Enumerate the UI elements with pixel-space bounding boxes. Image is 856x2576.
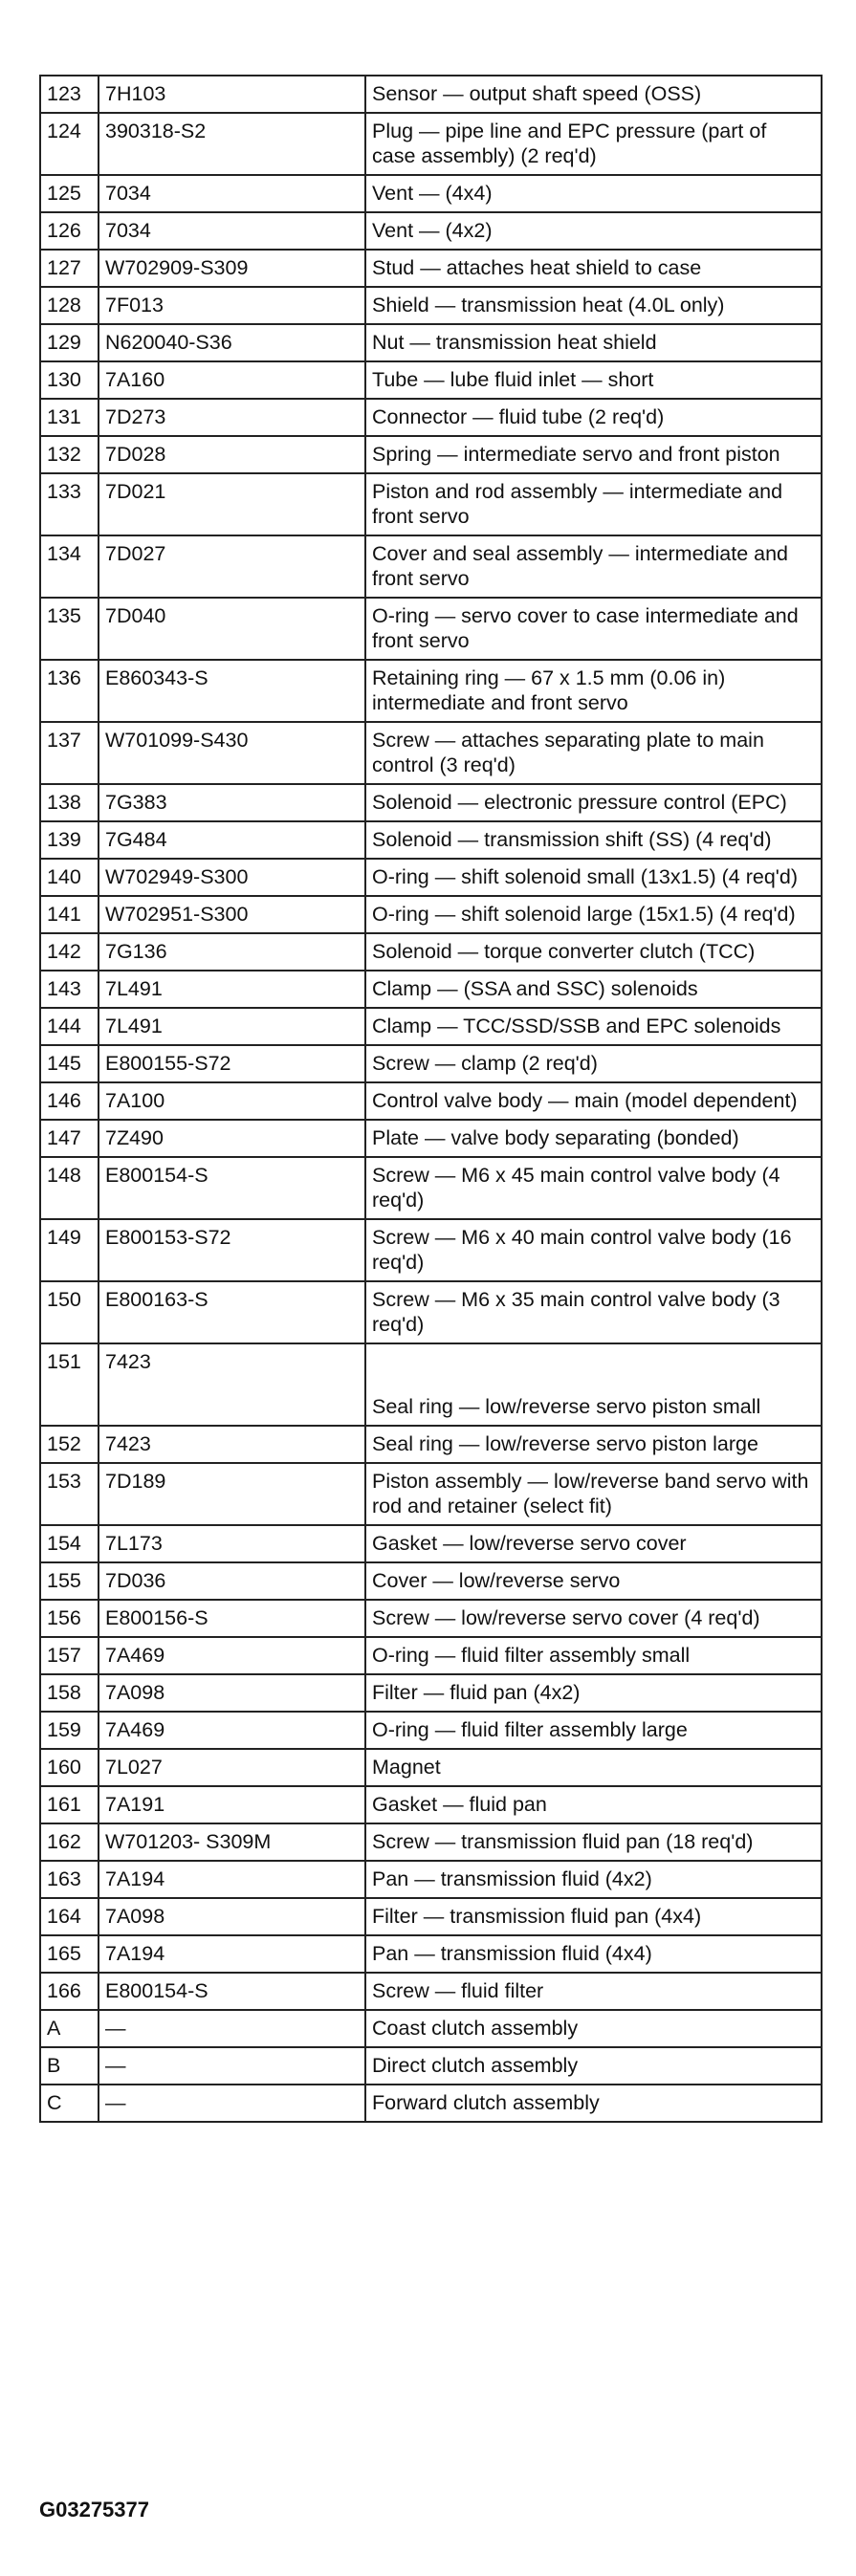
ref-cell: 150 [40,1281,99,1343]
part-number-cell: E800155-S72 [99,1045,365,1082]
ref-cell: A [40,2010,99,2047]
ref-cell: 159 [40,1712,99,1749]
description-cell: Shield — transmission heat (4.0L only) [365,287,822,324]
description-cell: Tube — lube fluid inlet — short [365,361,822,399]
ref-cell: 153 [40,1463,99,1525]
description-cell: Solenoid — transmission shift (SS) (4 req'd) [365,821,822,859]
table-row [40,361,822,399]
description-cell: Connector — fluid tube (2 req'd) [365,399,822,436]
ref-cell: B [40,2047,99,2085]
part-number-cell: W702951-S300 [99,896,365,933]
table-row [40,113,822,175]
ref-cell: 142 [40,933,99,971]
description-cell: Solenoid — electronic pressure control (EPC) [365,784,822,821]
ref-cell: 156 [40,1600,99,1637]
part-number-cell: 7F013 [99,287,365,324]
description-cell: Filter — transmission fluid pan (4x4) [365,1898,822,1935]
part-number-cell: 7L027 [99,1749,365,1786]
part-number-cell: W702909-S309 [99,250,365,287]
description-cell: Screw — clamp (2 req'd) [365,1045,822,1082]
description-cell: Solenoid — torque converter clutch (TCC) [365,933,822,971]
ref-cell: 125 [40,175,99,212]
part-number-cell: N620040-S36 [99,324,365,361]
table-row [40,250,822,287]
description-cell: Forward clutch assembly [365,2085,822,2122]
ref-cell: C [40,2085,99,2122]
part-number-cell: 7D040 [99,598,365,660]
part-number-cell: 7A194 [99,1935,365,1973]
table-row [40,859,822,896]
ref-cell: 164 [40,1898,99,1935]
part-number-cell: E800156-S [99,1600,365,1637]
description-cell: Screw — low/reverse servo cover (4 req'd) [365,1600,822,1637]
table-row [40,1343,822,1426]
ref-cell: 128 [40,287,99,324]
table-row [40,1600,822,1637]
description-cell: Filter — fluid pan (4x2) [365,1674,822,1712]
table-row [40,1749,822,1786]
table-row [40,1082,822,1120]
description-cell: Pan — transmission fluid (4x2) [365,1861,822,1898]
figure-id: G03275377 [39,2498,149,2521]
part-number-cell: 7D021 [99,473,365,535]
description-cell: Nut — transmission heat shield [365,324,822,361]
table-row [40,2010,822,2047]
table-row [40,1935,822,1973]
part-number-cell: 7G136 [99,933,365,971]
table-row [40,1786,822,1823]
part-number-cell: W701203- S309M [99,1823,365,1861]
description-cell: Cover — low/reverse servo [365,1562,822,1600]
part-number-cell: 7423 [99,1343,365,1426]
description-cell: Direct clutch assembly [365,2047,822,2085]
part-number-cell: 7A098 [99,1898,365,1935]
part-number-cell: E800153-S72 [99,1219,365,1281]
description-cell: Gasket — fluid pan [365,1786,822,1823]
description-cell: Seal ring — low/reverse servo piston small [365,1343,822,1426]
part-number-cell: W701099-S430 [99,722,365,784]
table-row [40,535,822,598]
table-row [40,1562,822,1600]
ref-cell: 162 [40,1823,99,1861]
ref-cell: 166 [40,1973,99,2010]
parts-table-body [40,76,822,2122]
ref-cell: 131 [40,399,99,436]
table-row [40,1120,822,1157]
table-row [40,821,822,859]
table-row [40,2085,822,2122]
table-row [40,1861,822,1898]
part-number-cell: E800154-S [99,1973,365,2010]
table-row [40,1008,822,1045]
description-cell: Coast clutch assembly [365,2010,822,2047]
table-row [40,933,822,971]
table-row [40,1219,822,1281]
table-row [40,473,822,535]
part-number-cell: 7034 [99,212,365,250]
part-number-cell: — [99,2010,365,2047]
part-number-cell: 7L491 [99,971,365,1008]
part-number-cell: 7A194 [99,1861,365,1898]
table-row [40,175,822,212]
description-cell: Plate — valve body separating (bonded) [365,1120,822,1157]
part-number-cell: 7D036 [99,1562,365,1600]
ref-cell: 161 [40,1786,99,1823]
part-number-cell: 7D189 [99,1463,365,1525]
part-number-cell: 7L491 [99,1008,365,1045]
part-number-cell: 7A160 [99,361,365,399]
part-number-cell: E860343-S [99,660,365,722]
ref-cell: 143 [40,971,99,1008]
ref-cell: 132 [40,436,99,473]
ref-cell: 145 [40,1045,99,1082]
ref-cell: 155 [40,1562,99,1600]
part-number-cell: W702949-S300 [99,859,365,896]
description-cell: Piston and rod assembly — intermediate and front servo [365,473,822,535]
ref-cell: 158 [40,1674,99,1712]
part-number-cell: 7423 [99,1426,365,1463]
table-row [40,1898,822,1935]
ref-cell: 141 [40,896,99,933]
table-row [40,1712,822,1749]
table-row [40,1045,822,1082]
description-cell: Clamp — TCC/SSD/SSB and EPC solenoids [365,1008,822,1045]
table-row [40,1525,822,1562]
description-cell: O-ring — fluid filter assembly large [365,1712,822,1749]
table-row [40,598,822,660]
table-row [40,212,822,250]
table-row [40,76,822,113]
part-number-cell: 7H103 [99,76,365,113]
table-row [40,971,822,1008]
ref-cell: 149 [40,1219,99,1281]
description-cell: Cover and seal assembly — intermediate and front servo [365,535,822,598]
description-cell: Control valve body — main (model dependent) [365,1082,822,1120]
ref-cell: 154 [40,1525,99,1562]
part-number-cell: 7L173 [99,1525,365,1562]
ref-cell: 127 [40,250,99,287]
part-number-cell: 7A469 [99,1712,365,1749]
ref-cell: 130 [40,361,99,399]
ref-cell: 138 [40,784,99,821]
description-cell: Pan — transmission fluid (4x4) [365,1935,822,1973]
table-row [40,1157,822,1219]
parts-table [39,75,823,2123]
description-cell: O-ring — shift solenoid small (13x1.5) (4 req'd) [365,859,822,896]
description-cell: Spring — intermediate servo and front piston [365,436,822,473]
table-row [40,722,822,784]
part-number-cell: 7G484 [99,821,365,859]
ref-cell: 137 [40,722,99,784]
ref-cell: 148 [40,1157,99,1219]
description-cell: Sensor — output shaft speed (OSS) [365,76,822,113]
ref-cell: 126 [40,212,99,250]
part-number-cell: 390318-S2 [99,113,365,175]
description-cell: O-ring — fluid filter assembly small [365,1637,822,1674]
description-cell: Vent — (4x4) [365,175,822,212]
description-cell: Screw — M6 x 35 main control valve body (3 req'd) [365,1281,822,1343]
description-cell: Vent — (4x2) [365,212,822,250]
description-cell: Stud — attaches heat shield to case [365,250,822,287]
part-number-cell: 7A191 [99,1786,365,1823]
description-cell: Gasket — low/reverse servo cover [365,1525,822,1562]
part-number-cell: 7D273 [99,399,365,436]
table-row [40,1973,822,2010]
table-row [40,784,822,821]
part-number-cell: 7A469 [99,1637,365,1674]
part-number-cell: 7Z490 [99,1120,365,1157]
ref-cell: 133 [40,473,99,535]
ref-cell: 157 [40,1637,99,1674]
description-cell: Piston assembly — low/reverse band servo with rod and retainer (select fit) [365,1463,822,1525]
description-cell: Screw — M6 x 40 main control valve body (16 req'd) [365,1219,822,1281]
ref-cell: 146 [40,1082,99,1120]
description-cell: Screw — M6 x 45 main control valve body (4 req'd) [365,1157,822,1219]
ref-cell: 160 [40,1749,99,1786]
ref-cell: 135 [40,598,99,660]
description-cell: Screw — fluid filter [365,1973,822,2010]
table-row [40,1281,822,1343]
ref-cell: 147 [40,1120,99,1157]
part-number-cell: 7D028 [99,436,365,473]
description-cell: Retaining ring — 67 x 1.5 mm (0.06 in) intermediate and front servo [365,660,822,722]
table-row [40,399,822,436]
table-row [40,1674,822,1712]
description-cell: Magnet [365,1749,822,1786]
table-row [40,660,822,722]
parts-table-container [39,75,821,2123]
table-row [40,2047,822,2085]
ref-cell: 136 [40,660,99,722]
ref-cell: 151 [40,1343,99,1426]
table-row [40,1426,822,1463]
ref-cell: 165 [40,1935,99,1973]
table-row [40,1463,822,1525]
table-row [40,896,822,933]
part-number-cell: — [99,2047,365,2085]
ref-cell: 163 [40,1861,99,1898]
table-row [40,436,822,473]
table-row [40,287,822,324]
ref-cell: 139 [40,821,99,859]
part-number-cell: 7A098 [99,1674,365,1712]
part-number-cell: 7034 [99,175,365,212]
part-number-cell: 7D027 [99,535,365,598]
part-number-cell: 7G383 [99,784,365,821]
description-cell: Clamp — (SSA and SSC) solenoids [365,971,822,1008]
ref-cell: 140 [40,859,99,896]
ref-cell: 129 [40,324,99,361]
table-row [40,1823,822,1861]
ref-cell: 152 [40,1426,99,1463]
description-cell: Screw — transmission fluid pan (18 req'd) [365,1823,822,1861]
description-cell: O-ring — shift solenoid large (15x1.5) (4 req'd) [365,896,822,933]
ref-cell: 134 [40,535,99,598]
part-number-cell: 7A100 [99,1082,365,1120]
part-number-cell: — [99,2085,365,2122]
ref-cell: 144 [40,1008,99,1045]
ref-cell: 123 [40,76,99,113]
description-cell: Seal ring — low/reverse servo piston large [365,1426,822,1463]
part-number-cell: E800154-S [99,1157,365,1219]
description-cell: Screw — attaches separating plate to main control (3 req'd) [365,722,822,784]
description-cell: O-ring — servo cover to case intermediate and front servo [365,598,822,660]
part-number-cell: E800163-S [99,1281,365,1343]
ref-cell: 124 [40,113,99,175]
description-cell: Plug — pipe line and EPC pressure (part of case assembly) (2 req'd) [365,113,822,175]
table-row [40,1637,822,1674]
table-row [40,324,822,361]
